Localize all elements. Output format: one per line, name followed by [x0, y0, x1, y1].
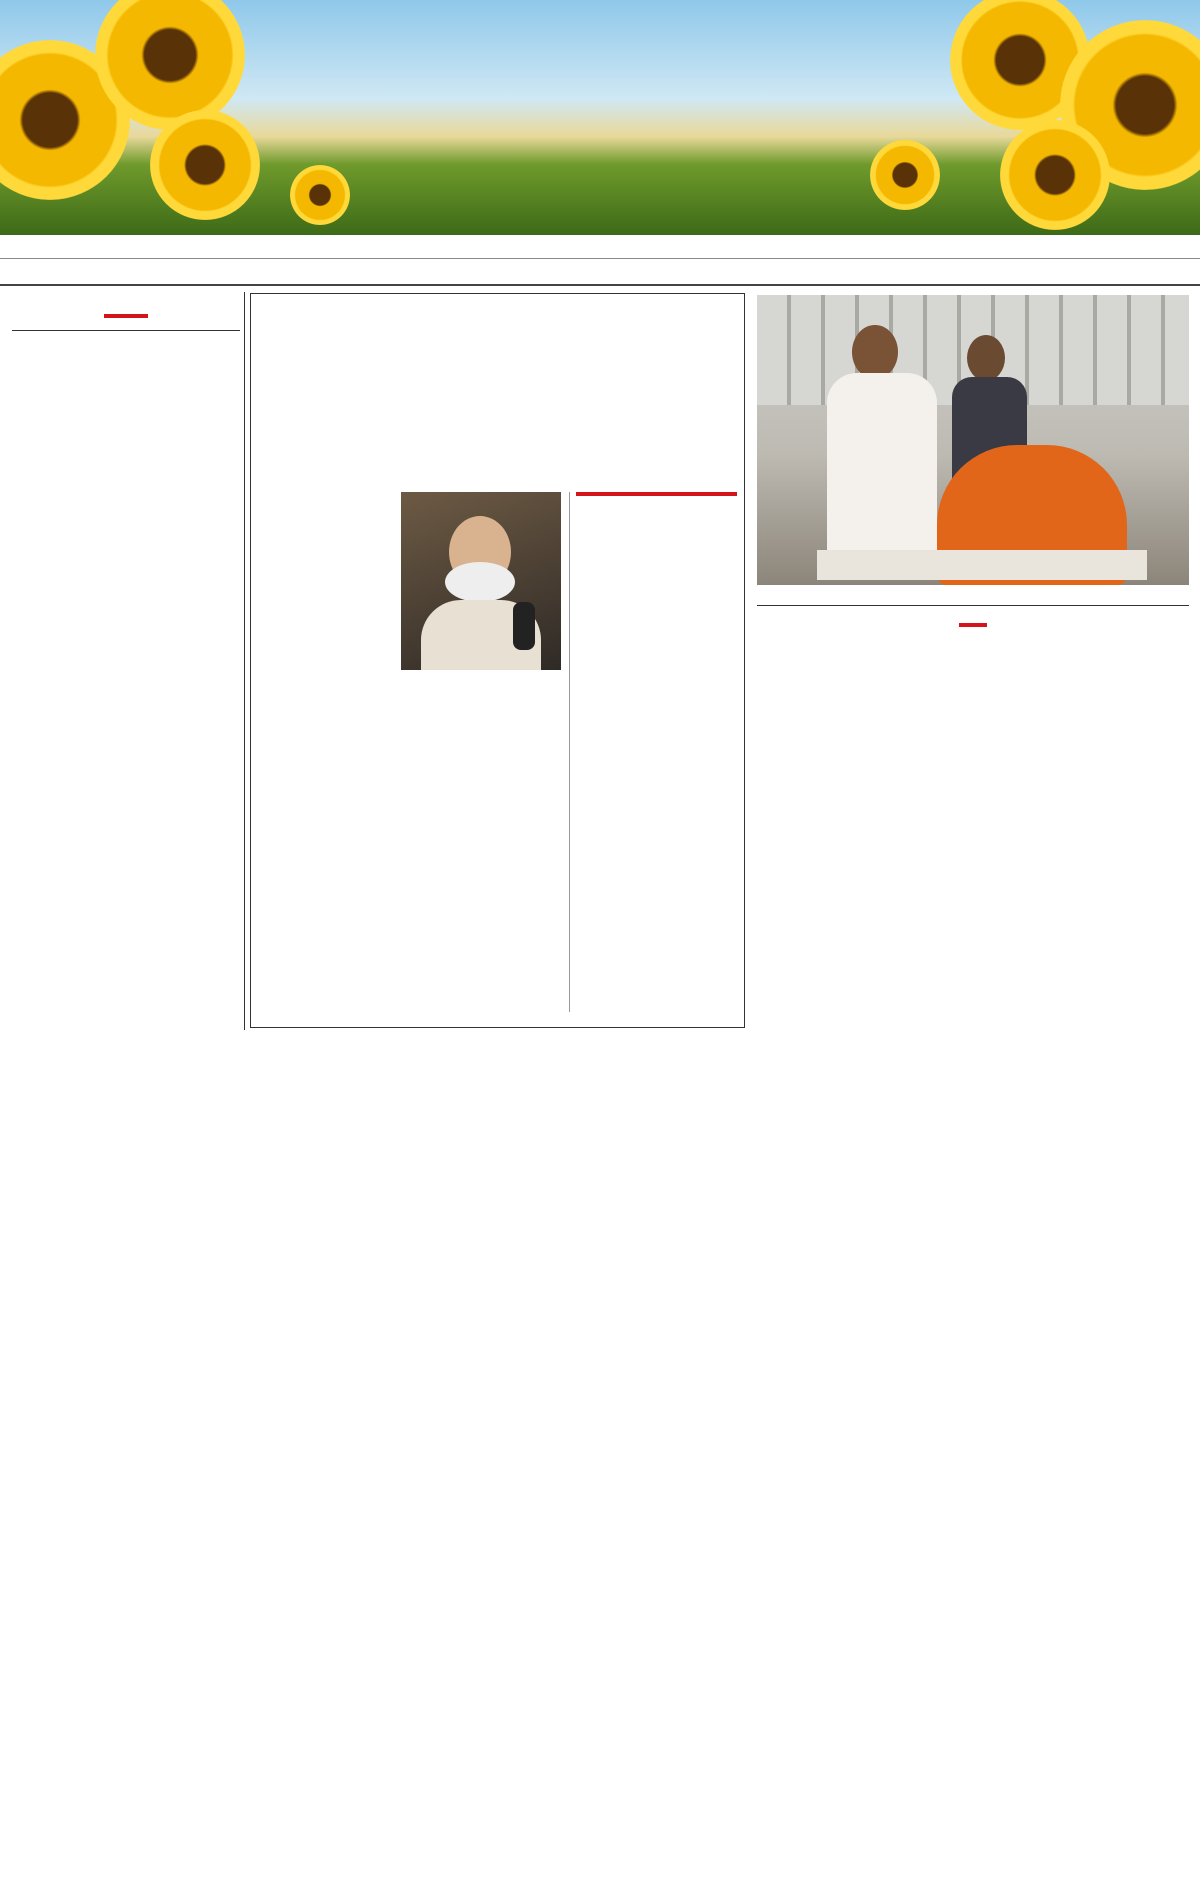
- ram-body-2: [403, 677, 561, 807]
- ram-body-3: [403, 811, 561, 963]
- pm-modi-photo: [401, 492, 561, 670]
- info-bar: [0, 258, 1200, 286]
- masthead-banner: [0, 0, 1200, 235]
- khas-khabren-label: [104, 314, 148, 318]
- hurriyat-kicker: [959, 623, 987, 627]
- sunflower-image: [290, 165, 350, 225]
- masthead-logo: [222, 12, 942, 167]
- left-column: [12, 292, 240, 593]
- rashtra-pratham-sidebar: [569, 492, 737, 1012]
- ram-mandir-story: [250, 293, 745, 1028]
- rashtra-label: [576, 492, 737, 496]
- ram-lead: [259, 494, 396, 674]
- sunflower-image: [1000, 120, 1110, 230]
- ram-body-1: [259, 680, 396, 966]
- cm-ashram-photo: [757, 295, 1189, 585]
- bd-body: [12, 335, 240, 593]
- hurriyat-story: [757, 612, 1189, 635]
- hurriyat-lead-top: [760, 708, 975, 834]
